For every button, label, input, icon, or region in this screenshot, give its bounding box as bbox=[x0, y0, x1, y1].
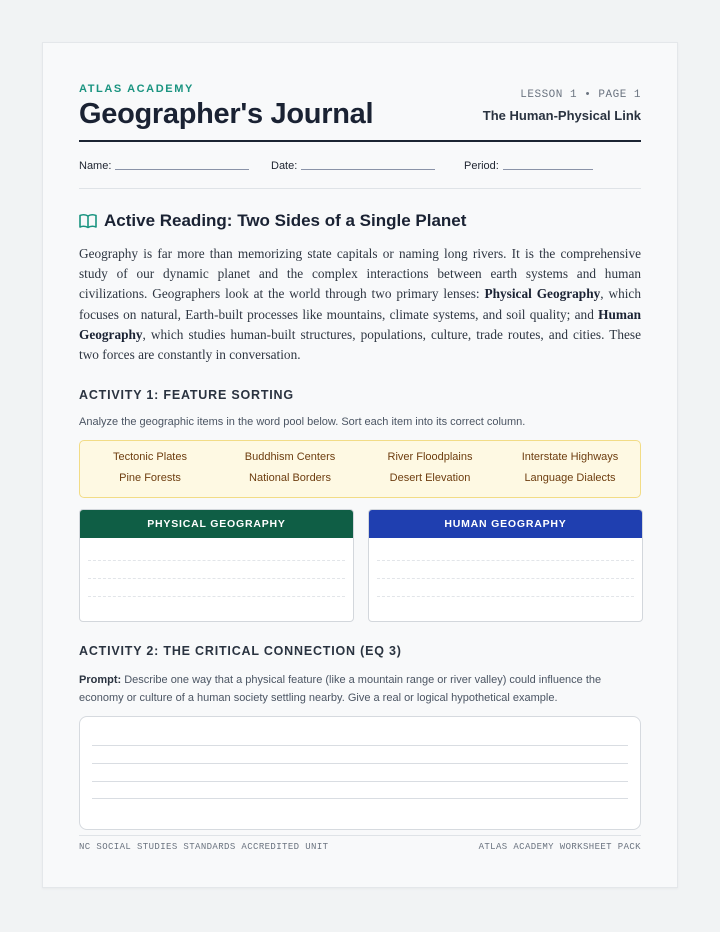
date-label: Date: bbox=[271, 160, 298, 172]
activity2-prompt bbox=[79, 671, 641, 707]
date-input-line[interactable] bbox=[301, 169, 435, 170]
writing-line bbox=[377, 560, 634, 561]
writing-line bbox=[92, 781, 628, 782]
reading-paragraph bbox=[79, 244, 641, 365]
activity2-heading: ACTIVITY 2: THE CRITICAL CONNECTION (EQ 3) bbox=[79, 644, 402, 658]
writing-line bbox=[92, 798, 628, 799]
reading-heading bbox=[79, 211, 466, 231]
book-open-icon bbox=[79, 213, 97, 229]
word-pool-item[interactable]: Language Dialects bbox=[524, 472, 616, 484]
period-label: Period: bbox=[464, 160, 499, 172]
word-pool-item[interactable]: Tectonic Plates bbox=[113, 451, 187, 463]
word-pool bbox=[79, 440, 641, 498]
writing-line bbox=[377, 596, 634, 597]
period-input-line[interactable] bbox=[503, 169, 593, 170]
answer-box[interactable] bbox=[79, 716, 641, 830]
reading-heading-text: Active Reading: Two Sides of a Single Planet bbox=[104, 211, 467, 230]
name-label: Name: bbox=[79, 160, 112, 172]
word-pool-item[interactable]: Desert Elevation bbox=[389, 472, 471, 484]
fields-divider bbox=[79, 188, 641, 189]
word-pool-item[interactable]: National Borders bbox=[249, 472, 331, 484]
reading-text-3: , which studies human-built structures, populations, culture, trade routes, and cities. These two forces are constantly in conversation. bbox=[79, 326, 641, 363]
writing-line bbox=[88, 560, 345, 561]
reading-text-1: Geography is far more than memorizing state capitals or naming long rivers. It is the comprehensive study of our dynamic planet and the complex interactions between earth systems and human civilizations. Geographers look at the world through two primary lenses: bbox=[79, 246, 641, 302]
term-human-geography: Human Geography bbox=[79, 306, 641, 342]
brand-label: ATLAS ACADEMY bbox=[79, 83, 194, 95]
word-pool-item[interactable]: Interstate Highways bbox=[521, 451, 619, 463]
name-field[interactable] bbox=[79, 160, 249, 172]
footer-left: NC SOCIAL STUDIES STANDARDS ACCREDITED UNIT bbox=[79, 842, 329, 852]
footer-right: ATLAS ACADEMY WORKSHEET PACK bbox=[478, 842, 641, 852]
period-field[interactable] bbox=[464, 160, 593, 172]
reading-text-2: , which focuses on natural, Earth-built processes like mountains, climate systems, and soil quality; and bbox=[79, 286, 641, 322]
writing-line bbox=[88, 596, 345, 597]
writing-line bbox=[88, 578, 345, 579]
page-title: Geographer's Journal bbox=[79, 98, 374, 130]
physical-geography-column[interactable] bbox=[79, 509, 354, 622]
human-geography-column[interactable] bbox=[368, 509, 643, 622]
prompt-label: Prompt: bbox=[79, 674, 122, 686]
physical-geography-header: PHYSICAL GEOGRAPHY bbox=[80, 510, 353, 538]
date-field[interactable] bbox=[271, 160, 435, 172]
worksheet-page bbox=[42, 42, 678, 888]
writing-line bbox=[377, 578, 634, 579]
student-info-fields bbox=[79, 160, 641, 174]
header-divider bbox=[79, 140, 641, 142]
word-pool-item[interactable]: Pine Forests bbox=[119, 472, 181, 484]
human-geography-header: HUMAN GEOGRAPHY bbox=[369, 510, 642, 538]
activity1-description: Analyze the geographic items in the word pool below. Sort each item into its correct column. bbox=[79, 416, 526, 428]
term-physical-geography: Physical Geography bbox=[484, 286, 601, 302]
footer-divider bbox=[79, 835, 641, 836]
lesson-page-label: LESSON 1 • PAGE 1 bbox=[520, 89, 641, 101]
prompt-text: Describe one way that a physical feature (like a mountain range or river valley) could influence the economy or culture of a human society settling nearby. Give a real or logical hypothetical example. bbox=[79, 674, 602, 704]
writing-line bbox=[92, 763, 628, 764]
word-pool-item[interactable]: River Floodplains bbox=[387, 451, 473, 463]
writing-line bbox=[92, 745, 628, 746]
lesson-subtitle: The Human-Physical Link bbox=[482, 108, 641, 123]
word-pool-item[interactable]: Buddhism Centers bbox=[244, 451, 336, 463]
activity1-heading: ACTIVITY 1: FEATURE SORTING bbox=[79, 388, 294, 402]
name-input-line[interactable] bbox=[115, 169, 249, 170]
